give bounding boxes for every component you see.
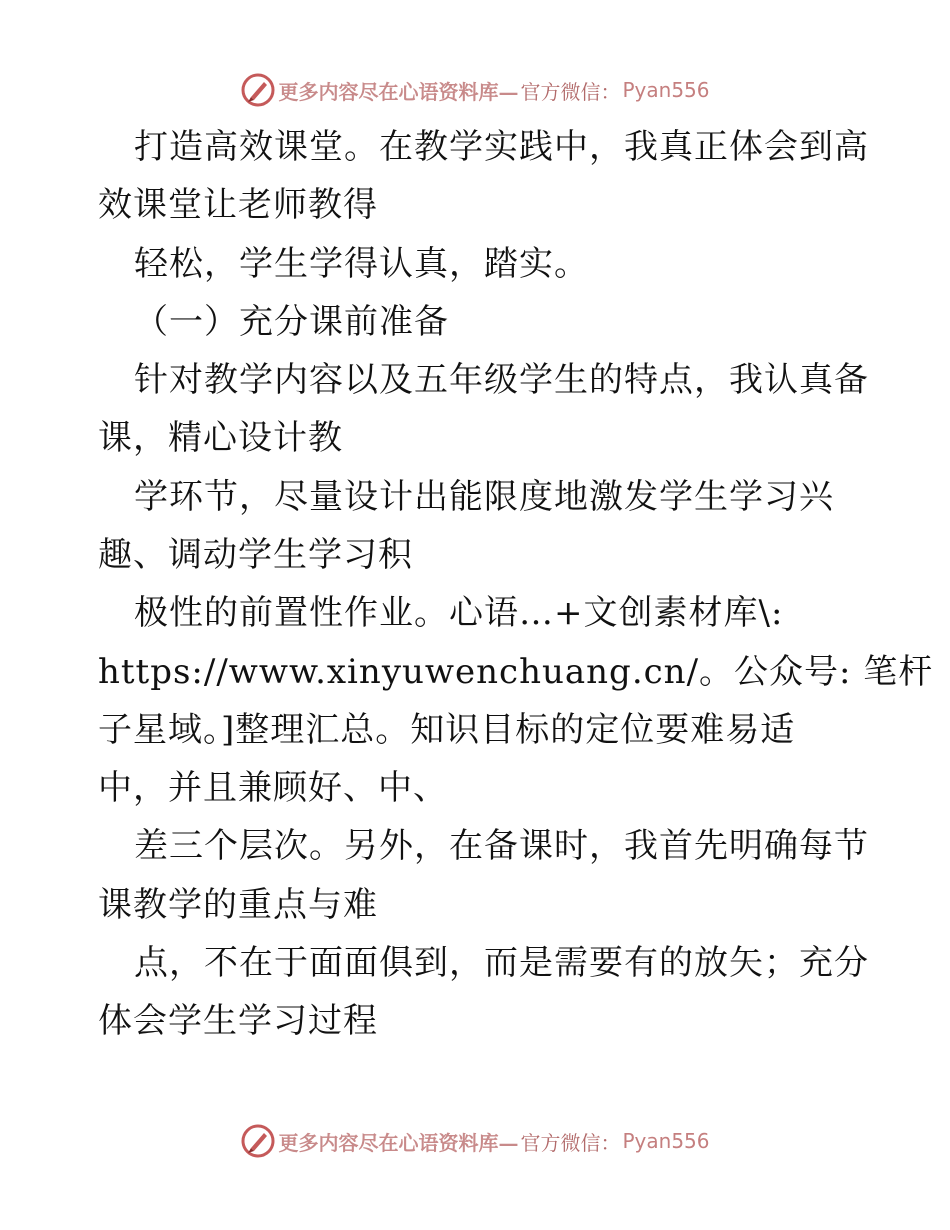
text-line: 差三个层次。另外，在备课时，我首先明确每节 <box>134 826 869 866</box>
text-line: 子星域。]整理汇总。知识目标的定位要难易适 <box>98 710 796 750</box>
brand-logo-icon <box>240 72 276 108</box>
text-line: 打造高效课堂。在教学实践中，我真正体会到高 <box>134 127 869 167</box>
text-line: 课教学的重点与难 <box>98 885 378 925</box>
watermark-wechat-id: Pyan556 <box>622 1129 710 1153</box>
header-watermark <box>0 70 950 110</box>
text-line: 中，并且兼顾好、中、 <box>98 768 448 808</box>
text-line: https://www.xinyuwenchuang.cn/。公众号: 笔杆 <box>98 652 934 692</box>
text-line: 学环节，尽量设计出能限度地激发学生学习兴 <box>134 477 834 517</box>
watermark-wechat-label: 官方微信： <box>520 79 621 104</box>
text-line: 轻松，学生学得认真，踏实。 <box>134 244 589 284</box>
text-line: 极性的前置性作业。心语…+文创素材库\: <box>134 593 784 633</box>
watermark-text: 更多内容尽在心语资料库— <box>278 79 519 104</box>
text-line: 点，不在于面面俱到，而是需要有的放矢；充分 <box>134 943 869 983</box>
watermark-wechat-id: Pyan556 <box>622 78 710 102</box>
text-line: 针对教学内容以及五年级学生的特点，我认真备 <box>134 360 869 400</box>
watermark-wechat-label: 官方微信： <box>520 1130 621 1155</box>
text-line: 体会学生学习过程 <box>98 1001 378 1041</box>
footer-watermark <box>0 1121 950 1161</box>
brand-logo-icon <box>240 1123 276 1159</box>
text-line: 效课堂让老师教得 <box>98 185 378 225</box>
text-line: 趣、调动学生学习积 <box>98 535 413 575</box>
text-line: 课，精心设计教 <box>98 418 343 458</box>
watermark-text: 更多内容尽在心语资料库— <box>278 1130 519 1155</box>
section-heading: （一）充分课前准备 <box>134 302 449 342</box>
